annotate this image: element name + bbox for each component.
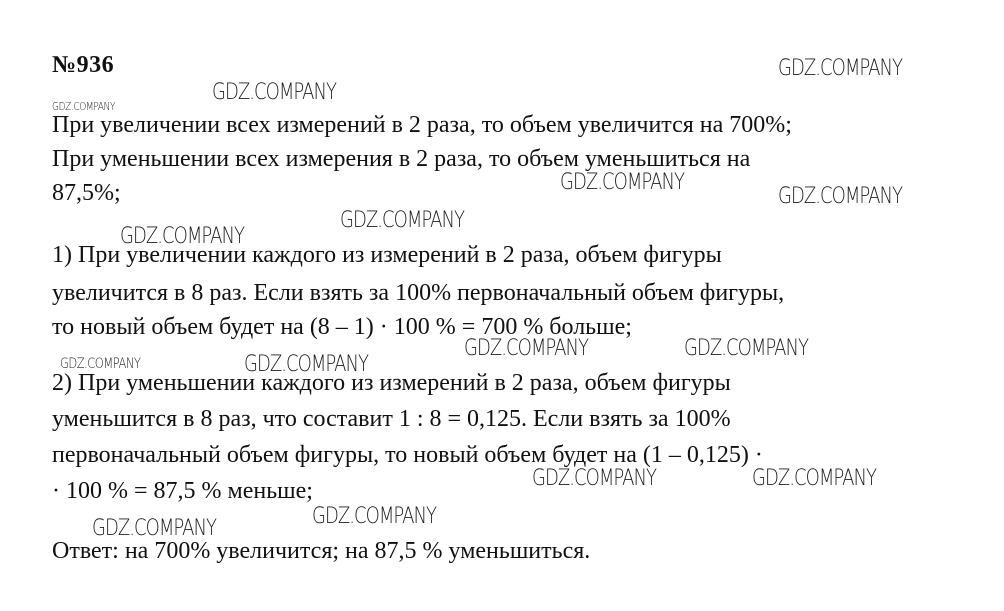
- watermark: GDZ.COMPANY: [464, 336, 589, 361]
- answer-line: Ответ: на 700% увеличится; на 87,5 % уменьшиться.: [52, 538, 591, 564]
- intro-line-2: При уменьшении всех измерения в 2 раза, то объем уменьшиться на: [52, 146, 751, 172]
- watermark: GDZ.COMPANY: [752, 466, 877, 491]
- part1-line-1: 1) При увеличении каждого из измерений в 2 раза, объем фигуры: [52, 242, 722, 268]
- watermark: GDZ.COMPANY: [312, 504, 437, 529]
- part1-line-2: увеличится в 8 раз. Если взять за 100% первоначальный объем фигуры,: [52, 280, 785, 306]
- watermark: GDZ.COMPANY: [778, 184, 903, 209]
- watermark: GDZ.COMPANY: [684, 336, 809, 361]
- watermark: GDZ.COMPANY: [212, 80, 337, 105]
- watermark: GDZ.COMPANY: [778, 56, 903, 81]
- watermark: GDZ.COMPANY: [560, 170, 685, 195]
- part2-line-3: первоначальный объем фигуры, то новый объем будет на (1 – 0,125) ·: [52, 442, 763, 468]
- watermark: GDZ.COMPANY: [60, 356, 141, 372]
- watermark: GDZ.COMPANY: [340, 208, 465, 233]
- intro-line-1: При увеличении всех измерений в 2 раза, то объем увеличится на 700%;: [52, 112, 792, 138]
- watermark: GDZ.COMPANY: [92, 516, 217, 541]
- watermark: GDZ.COMPANY: [120, 224, 245, 249]
- watermark: GDZ.COMPANY: [532, 466, 657, 491]
- part1-line-3: то новый объем будет на (8 – 1) · 100 % = 700 % больше;: [52, 314, 632, 340]
- problem-number: №936: [52, 52, 115, 78]
- part2-line-4: · 100 % = 87,5 % меньше;: [52, 478, 313, 504]
- part2-line-1: 2) При уменьшении каждого из измерений в 2 раза, объем фигуры: [52, 370, 731, 396]
- watermark: GDZ.COMPANY: [52, 100, 115, 113]
- part2-line-2: уменьшится в 8 раз, что составит 1 : 8 = 0,125. Если взять за 100%: [52, 406, 731, 432]
- intro-line-3: 87,5%;: [52, 180, 121, 206]
- watermark: GDZ.COMPANY: [244, 352, 369, 377]
